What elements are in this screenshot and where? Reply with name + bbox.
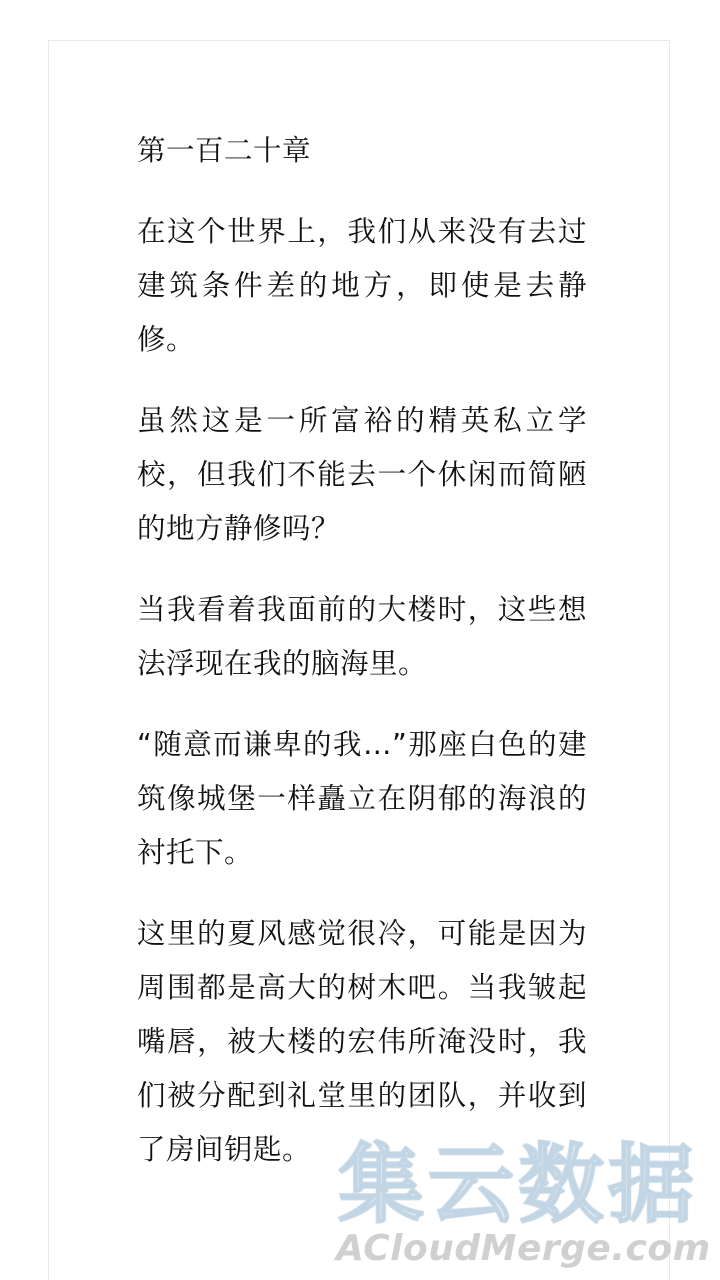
paragraph-2: 虽然这是一所富裕的精英私立学校，但我们不能去一个休闲而简陋的地方静修吗？ <box>137 404 587 545</box>
paragraph-1: 在这个世界上，我们从来没有去过建筑条件差的地方，即使是去静修。 <box>137 215 587 356</box>
paragraph-5: 这里的夏风感觉很冷，可能是因为周围都是高大的树木吧。当我皱起嘴唇，被大楼的宏伟所淹没时，我们被分配到礼堂里的团队，并收到了房间钥匙。 <box>137 917 587 1166</box>
paragraph-3: 当我看着我面前的大楼时，这些想法浮现在我的脑海里。 <box>137 593 587 680</box>
watermark-english: ACloudMerge.com <box>336 1228 711 1269</box>
watermark-chinese: 集云数据 <box>338 1135 698 1235</box>
chapter-title: 第一百二十章 <box>137 134 312 167</box>
paragraph-4: “随意而谦卑的我…”那座白色的建筑像城堡一样矗立在阴郁的海浪的衬托下。 <box>137 728 587 869</box>
chapter-content <box>137 124 587 1204</box>
